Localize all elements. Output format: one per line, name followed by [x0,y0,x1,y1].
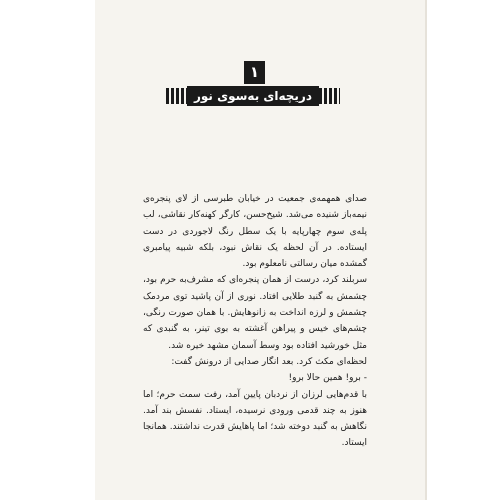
paragraph-2: سربلند کرد، درست از همان پنجره‌ای که مشرف‌به حرم بود، چشمش به گنبد طلایی افتاد. نوری از آن پاشید توی مردمک چشمش و لرزه انداخت به زانوهایش. با همان صورت رنگی، چشم‌های خیس و پیراهن آغشته به بوی تینر، به گنبدی که مثل خورشید افتاده بود وسط آسمان مشهد خیره شد. [143,275,367,351]
paragraph-5: با قدم‌هایی لرزان از نردبان پایین آمد، رفت سمت حرم؛ اما هنوز به چند قدمی ورودی نرسیده، ایستاد. نفسش بند آمد. نگاهش به گنبد دوخته شد؛ اما پاهایش قدرت نداشتند. همانجا ایستاد. [143,389,367,449]
chapter-body [143,191,367,452]
title-ornament-right [319,88,340,104]
chapter-title-bar [166,86,340,106]
chapter-number: ۱ [244,61,265,84]
page-edge [425,0,427,500]
chapter-title: دریچه‌ای به‌سوی نور [187,86,319,106]
title-ornament-left [166,88,187,104]
paragraph-3: لحظه‌ای مکث کرد. بعد انگار صدایی از درونش گفت: [171,356,367,367]
paragraph-1: صدای همهمه‌ی جمعیت در خیابان طبرسی از لای پنجره‌ی نیمه‌باز شنیده می‌شد. شیخ‌حسن، کارگر کهنه‌کار نقاشی، لب پله‌ی سوم چهارپایه با یک سطل رنگ لاجوردی در دست ایستاده. در آن لحظه یک نقاش نبود، بلکه شبیه پیامبری گمشده میان رسالتی نامعلوم بود. [143,194,367,270]
paragraph-4-dialogue: - برو! همین حالا برو! [288,373,367,384]
